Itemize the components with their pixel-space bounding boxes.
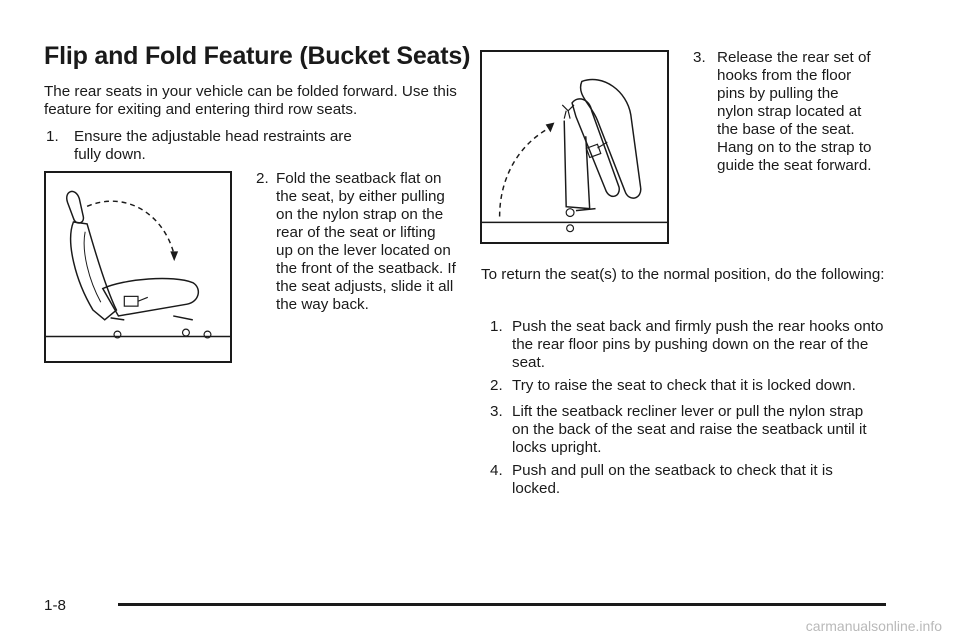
seat-tumble-illustration [480, 50, 669, 244]
return-intro: To return the seat(s) to the normal position, do the following: [481, 266, 885, 283]
seat-fold-illustration [44, 171, 232, 363]
step-text: Try to raise the seat to check that it is locked down. [512, 377, 856, 394]
step-text: Ensure the adjustable head restraints are fully down. [74, 128, 352, 163]
page-title: Flip and Fold Feature (Bucket Seats) [44, 42, 471, 70]
fold-step-2 [256, 170, 456, 314]
seat-fold-drawing [46, 173, 230, 361]
step-text: Release the rear set of hooks from the floor pins by pulling the nylon strap located at the base of the seat. Hang on to the strap to guide the seat forward. [717, 49, 872, 174]
footer-rule [118, 603, 886, 606]
step-text: Push the seat back and firmly push the rear hooks onto the rear floor pins by pushing down on the rear of the seat. [512, 318, 884, 371]
return-step-2 [490, 377, 900, 395]
step-text: Push and pull on the seatback to check that it is locked. [512, 462, 833, 497]
step-number: 2. [256, 170, 269, 187]
step-text: Fold the seatback flat on the seat, by either pulling on the nylon strap on the rear of the seat or lifting up on the lever located on the front of the seatback. If the seat adjusts, slide it all the way back. [276, 170, 456, 313]
watermark: carmanualsonline.info [805, 618, 942, 634]
step-number: 3. [693, 49, 706, 66]
fold-step-3 [693, 49, 933, 175]
seat-tumble-drawing [482, 52, 667, 242]
return-step-3 [490, 403, 870, 457]
page-number: 1-8 [44, 597, 66, 614]
step-number: 1. [490, 318, 503, 335]
step-number: 1. [46, 128, 59, 145]
step-number: 2. [490, 377, 503, 394]
step-number: 4. [490, 462, 503, 479]
intro-paragraph: The rear seats in your vehicle can be folded forward. Use this feature for exiting and entering third row seats. [44, 83, 457, 118]
return-step-4 [490, 462, 880, 498]
return-step-1 [490, 318, 890, 372]
step-number: 3. [490, 403, 503, 420]
fold-step-1 [46, 128, 366, 164]
step-text: Lift the seatback recliner lever or pull the nylon strap on the back of the seat and raise the seatback until it locks upright. [512, 403, 867, 456]
